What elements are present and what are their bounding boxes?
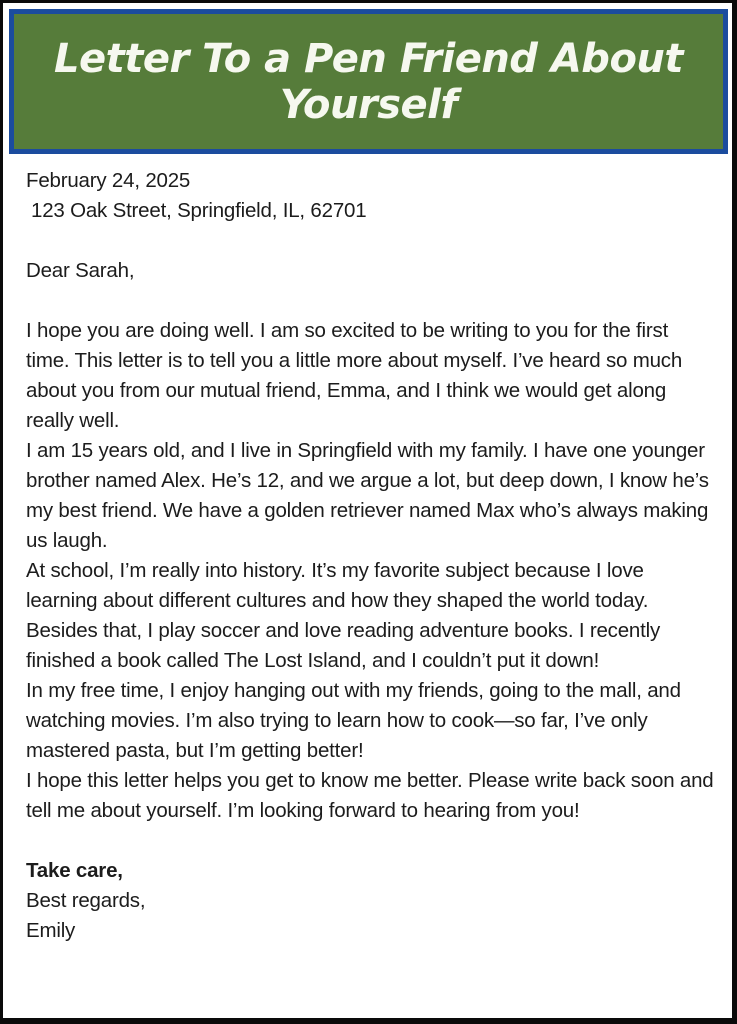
paragraph-family: I am 15 years old, and I live in Springfield with my family. I have one younger brother named Alex. He’s 12, and we argue a lot, but deep down, I know he’s my best friend. We have a golden retriever named Max who’s always making us laugh.: [26, 439, 709, 552]
paragraph-intro: I hope you are doing well. I am so excited to be writing to you for the first time. This letter is to tell you a little more about myself. I’ve heard so much about you from our mutual friend, Emma, and I think we would get along really well.: [26, 319, 683, 432]
spacer: [26, 826, 716, 856]
paragraph-free-time: In my free time, I enjoy hanging out with my friends, going to the mall, and watching movies. I’m also trying to learn how to cook—so far, I’ve only mastered pasta, but I’m getting better!: [26, 679, 681, 762]
paragraph-conclusion: I hope this letter helps you get to know me better. Please write back soon and tell me about yourself. I’m looking forward to hearing from you!: [26, 769, 714, 822]
closing-take-care: Take care,: [26, 859, 123, 882]
signature: Emily: [26, 919, 76, 942]
paragraph-school: At school, I’m really into history. It’s my favorite subject because I love learning about different cultures and how they shaped the world today. Besides that, I play soccer and love reading adventure books. I recently finished a book called The Lost Island, and I couldn’t put it down!: [26, 559, 661, 672]
letter-address: 123 Oak Street, Springfield, IL, 62701: [31, 199, 367, 222]
page-title: Letter To a Pen Friend About Yourself: [53, 35, 684, 128]
letter-body: [26, 166, 716, 946]
letter-page: [3, 3, 732, 1018]
letter-date: February 24, 2025: [26, 169, 191, 192]
spacer: [26, 226, 716, 256]
salutation: Dear Sarah,: [26, 259, 135, 282]
closing-regards: Best regards,: [26, 889, 146, 912]
title-banner: [9, 9, 728, 154]
spacer: [26, 286, 716, 316]
